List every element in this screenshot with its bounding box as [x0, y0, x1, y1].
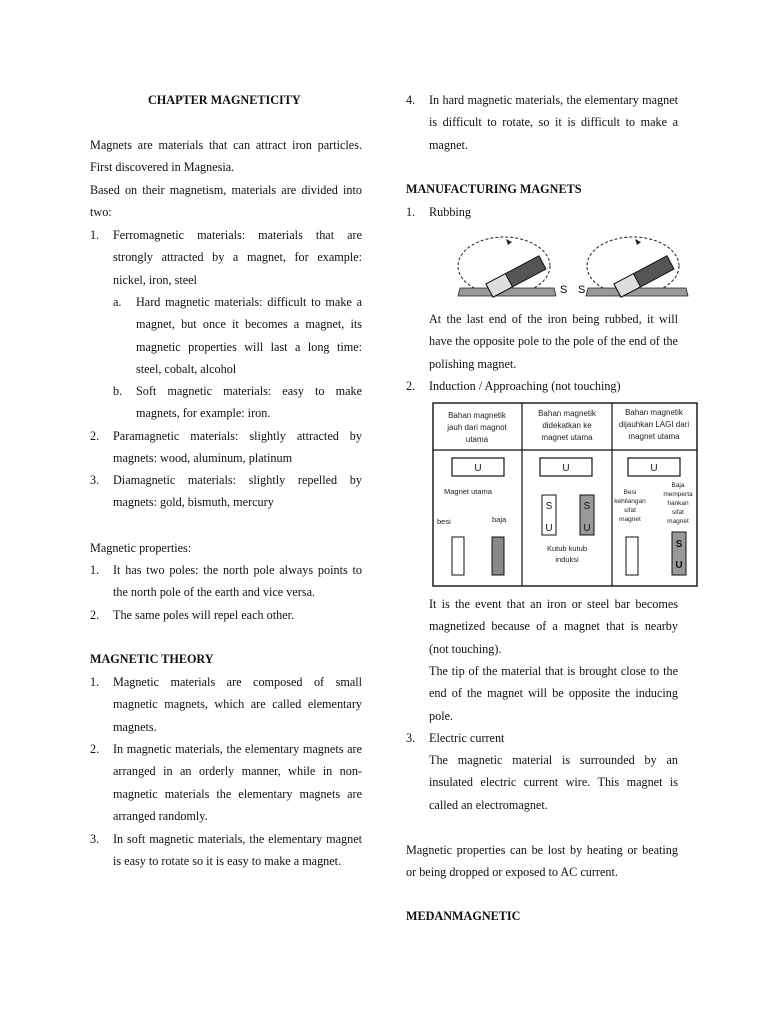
list-text: Paramagnetic materials: slightly attracted by magnets: wood, aluminum, platinum: [113, 429, 362, 466]
rubbing-description: At the last end of the iron being rubbed, it will have the opposite pole to the pole of the end of the polishing magnet.: [429, 312, 678, 371]
list-text: Magnetic materials are composed of small magnetic magnets, which are called elementary magnets.: [113, 675, 362, 734]
iron-note: kehilangan: [614, 498, 646, 505]
list-item: [90, 224, 362, 291]
main-magnet-pole: U: [562, 463, 570, 474]
list-text: Electric current: [429, 731, 505, 745]
induced-pole: U: [545, 523, 553, 534]
iron-note: sifat: [624, 507, 636, 514]
list-text: The same poles will repel each other.: [113, 608, 295, 622]
list-item: [90, 604, 362, 626]
list-item: [90, 559, 362, 604]
theory-heading: MAGNETIC THEORY: [90, 652, 214, 666]
col1-header-line: utama: [465, 435, 489, 444]
list-text: Diamagnetic materials: slightly repelled by magnets: gold, bismuth, mercury: [113, 473, 362, 510]
main-magnet-pole: U: [474, 463, 482, 474]
list-number: 3.: [90, 832, 100, 846]
list-text: Rubbing: [429, 205, 471, 219]
rubbing-pole-label: S: [578, 284, 586, 296]
electromagnet-description: The magnetic material is surrounded by an insulated electric current wire. This magnet is called an electromagnet.: [429, 753, 678, 812]
list-letter: a.: [113, 295, 122, 309]
steel-note: hankan: [667, 500, 689, 507]
sub-list-item: [113, 291, 362, 381]
list-number: 4.: [406, 93, 416, 107]
col2-header-line: magnet utama: [541, 433, 593, 442]
steel-note: Baja: [671, 482, 685, 489]
list-item: [406, 89, 678, 156]
list-item: [406, 375, 678, 397]
list-number: 2.: [90, 429, 100, 443]
list-item: [90, 671, 362, 738]
properties-intro: Magnetic properties:: [90, 541, 192, 555]
list-number: 2.: [406, 379, 416, 393]
list-text: Soft magnetic materials: easy to make magnets, for example: iron.: [136, 384, 362, 421]
list-number: 1.: [90, 675, 100, 689]
main-magnet-label: Magnet utama: [444, 487, 492, 496]
induced-poles-label: induksi: [555, 555, 579, 564]
induction-description: It is the event that an iron or steel bar becomes magnetized because of a magnet that is nearby (not touching).: [429, 597, 678, 656]
rubbing-figure: [456, 230, 706, 302]
list-item: [90, 828, 362, 873]
retained-pole: S: [675, 539, 683, 550]
induced-pole: S: [545, 501, 553, 512]
list-number: 1.: [406, 205, 416, 219]
rubbing-pole-label: S: [560, 284, 568, 296]
list-number: 3.: [406, 731, 416, 745]
induction-figure: [432, 402, 698, 588]
col3-header-line: dijauhkan LAGI dari: [618, 420, 690, 429]
classification-paragraph: Based on their magnetism, materials are divided into two:: [90, 183, 362, 220]
list-number: 2.: [90, 608, 100, 622]
induction-description: The tip of the material that is brought close to the end of the magnet will be opposite the inducing pole.: [429, 664, 678, 723]
list-item: [406, 201, 678, 223]
manufacturing-heading: MANUFACTURING MAGNETS: [406, 182, 582, 196]
iron-note: magnet: [619, 516, 641, 523]
iron-note: Besi: [623, 489, 637, 496]
col2-header-line: Bahan magnetik: [538, 409, 596, 418]
list-text: In hard magnetic materials, the elementary magnet is difficult to rotate, so it is difficult to make a magnet.: [429, 93, 678, 152]
induced-pole: S: [583, 501, 591, 512]
sub-list-item: [113, 380, 362, 425]
steel-note: magnet: [667, 518, 689, 525]
lost-properties-paragraph: Magnetic properties can be lost by heating or beating or being dropped or exposed to AC current.: [406, 843, 678, 880]
list-text: In soft magnetic materials, the elementary magnet is easy to rotate so it is easy to make a magnet.: [113, 832, 362, 869]
list-number: 1.: [90, 563, 100, 577]
col1-header-line: jauh dari magnot: [447, 423, 507, 432]
list-text: In magnetic materials, the elementary magnets are arranged in an orderly manner, while in non-magnetic materials the elementary magnets are arranged randomly.: [113, 742, 362, 824]
iron-label: besi: [437, 517, 451, 526]
chapter-title: CHAPTER MAGNETICITY: [148, 93, 301, 107]
list-item: [90, 738, 362, 828]
col3-header-line: magnet utama: [628, 432, 680, 441]
col1-header-line: Bahan magnetik: [448, 411, 506, 420]
list-text: Induction / Approaching (not touching): [429, 379, 621, 393]
induced-poles-label: Kutub kutub: [546, 544, 588, 553]
list-number: 1.: [90, 228, 100, 242]
col2-header-line: didekatkan ke: [542, 421, 592, 430]
steel-note: memperta: [663, 491, 693, 498]
list-text: Hard magnetic materials: difficult to make a magnet, but once it becomes a magnet, its magnetic properties will last a long time: steel, cobalt, alcohol: [136, 295, 362, 377]
intro-paragraph: Magnets are materials that can attract iron particles. First discovered in Magnesia.: [90, 138, 362, 175]
list-item: [90, 469, 362, 514]
list-item: [90, 425, 362, 470]
list-letter: b.: [113, 384, 123, 398]
medan-heading: MEDANMAGNETIC: [406, 909, 521, 923]
main-magnet-pole: U: [650, 463, 658, 474]
list-number: 2.: [90, 742, 100, 756]
list-item: [406, 727, 678, 749]
induced-pole: U: [583, 523, 591, 534]
list-number: 3.: [90, 473, 100, 487]
steel-label: baja: [492, 515, 507, 524]
steel-note: sifat: [672, 509, 684, 516]
list-text: Ferromagnetic materials: materials that are strongly attracted by a magnet, for example: nickel, iron, steel: [113, 228, 362, 287]
list-text: It has two poles: the north pole always points to the north pole of the earth and vice versa.: [113, 563, 362, 600]
col3-header-line: Bahan magnetik: [625, 408, 683, 417]
retained-pole: U: [675, 560, 683, 571]
